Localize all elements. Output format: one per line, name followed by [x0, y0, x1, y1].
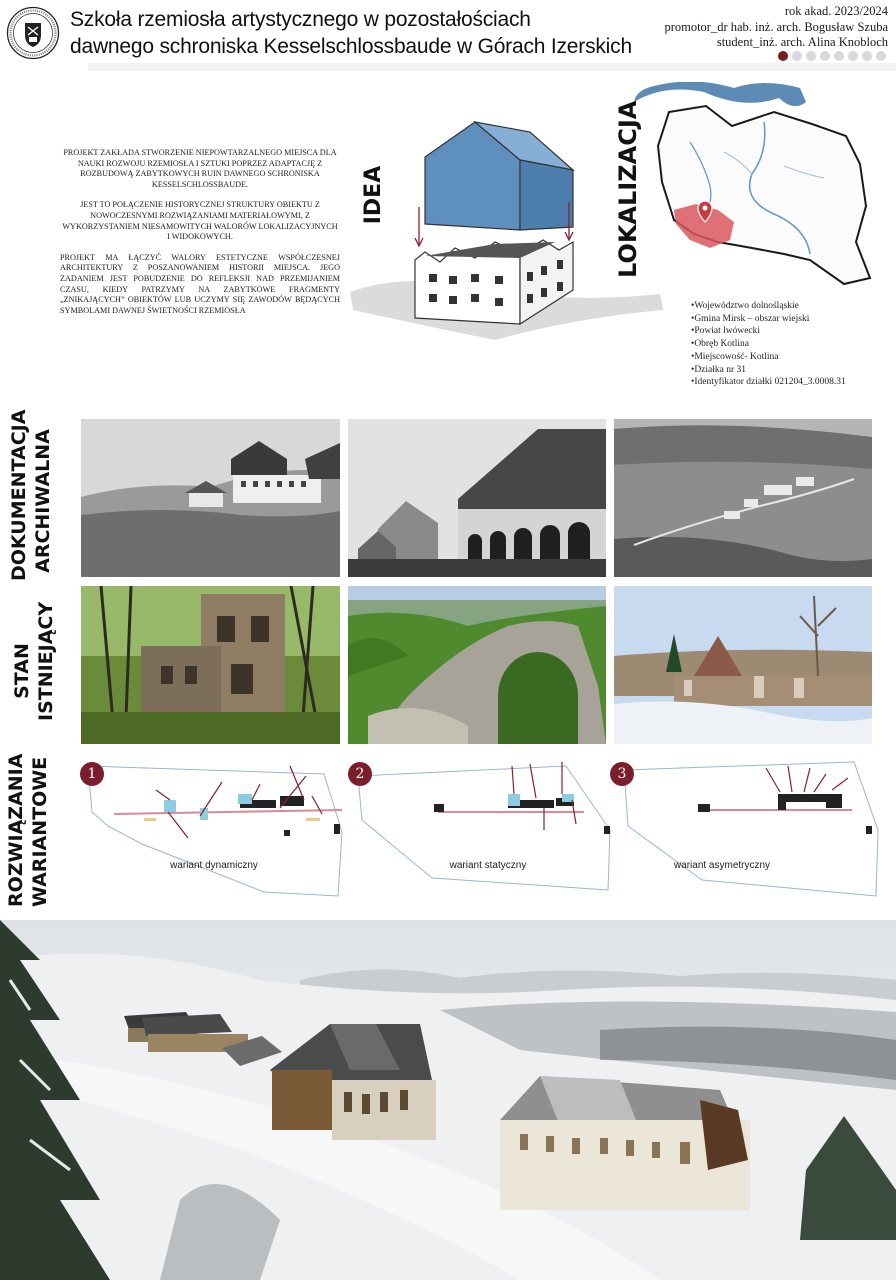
fact-item: •Gmina Mirsk – obszar wiejski: [691, 313, 810, 324]
page-dot[interactable]: [806, 51, 816, 61]
heading-archive-documentation: DOKUMENTACJA ARCHIWALNA: [8, 409, 54, 581]
page-dot[interactable]: [834, 51, 844, 61]
poster-title: [70, 6, 630, 60]
variant-label: wariant statyczny: [449, 860, 527, 871]
page-dot[interactable]: [862, 51, 872, 61]
variant-1-dynamic: [80, 760, 350, 900]
fact-item: •Obręb Kotlina: [691, 339, 749, 350]
description-paragraph-1: PROJEKT ZAKŁADA STWORZENIE NIEPOWTARZALNEGO MIEJSCA DLA NAUKI ROZWOJU RZEMIOSŁA I SZTUKI POPRZEZ ADAPTACJĘ Z ROZBUDOWĄ ZABYTKOWYCH RUIN DAWNEGO SCHRONISKA KESSELSCHLOSSBAUDE.: [63, 148, 337, 189]
photo-ruin-in-forest: [81, 586, 340, 744]
description-paragraph-3: PROJEKT MA ŁĄCZYĆ WALORY ESTETYCZNE WSPÓŁCZESNEJ ARCHITEKTURY Z POSZANOWANIEM HISTORII MIEJSCA. JEGO ZADANIEM JEST POBUDZENIE DO REFLEKSJI NAD PRZEMIJANIEM CZASU, KIEDY PATRZYMY NA ZABYTKOWE FRAGMENTY „ZNIKAJĄCYCH” OBIEKTÓW LUB UCZYMY SIĘ ZAWODÓW BĘDĄCYCH SYMBOLAMI DAWNEJ ŚWIETNOŚCI RZEMIOSŁA: [60, 252, 340, 315]
heading-variant-solutions: ROZWIĄZANIA WARIANTOWE: [5, 753, 51, 907]
page-dot[interactable]: [876, 51, 886, 61]
fact-item: •Miejscowość- Kotlina: [691, 351, 779, 362]
author-info: [664, 4, 888, 51]
variant-number-badge: 3: [610, 762, 634, 786]
header-divider: [88, 63, 896, 71]
variant-label: wariant asymetryczny: [673, 860, 771, 871]
title-line-2: dawnego schroniska Kesselschlossbaude w Górach Izerskich: [70, 35, 632, 58]
page-dot-active[interactable]: [778, 51, 788, 61]
variant-number-badge: 2: [348, 762, 372, 786]
page-dot[interactable]: [848, 51, 858, 61]
page-indicator: [778, 51, 886, 61]
fact-item: •Identyfikator działki 021204_3.0008.31: [691, 377, 846, 388]
fact-item: •Województwo dolnośląskie: [691, 301, 799, 311]
student-name: student_inż. arch. Alina Knobloch: [716, 35, 888, 49]
title-line-1: Szkoła rzemiosła artystycznego w pozostałościach: [70, 8, 531, 31]
promoter-name: promotor_dr hab. inż. arch. Bogusław Szuba: [664, 19, 888, 34]
project-description: [60, 148, 340, 326]
photo-stone-arch-ruin: [348, 586, 606, 744]
page-dot[interactable]: [820, 51, 830, 61]
academic-year: rok akad. 2023/2024: [784, 4, 888, 18]
heading-location: LOKALIZACJA: [614, 100, 642, 278]
location-facts-list: [691, 300, 846, 389]
photo-ruin-gable-winter: [614, 586, 872, 744]
variant-number-badge: 1: [80, 762, 104, 786]
archive-photo-aerial-valley: [614, 419, 872, 577]
fact-item: •Powiat lwówecki: [691, 326, 761, 337]
poland-location-map: [634, 82, 874, 294]
page-dot[interactable]: [792, 51, 802, 61]
fact-item: •Działka nr 31: [691, 364, 747, 375]
winter-aerial-visualization: [0, 920, 896, 1280]
variant-label: wariant dynamiczny: [170, 860, 258, 871]
archive-photo-arcaded-building: [348, 419, 606, 577]
variant-2-static: [348, 760, 618, 900]
archive-photo-hillside-hostel: [81, 419, 340, 577]
heading-existing-state: STAN ISTNIEJĄCY: [11, 601, 57, 721]
description-paragraph-2: JEST TO POŁĄCZENIE HISTORYCZNEJ STRUKTURY OBIEKTU Z NOWOCZESNYMI ROZWIĄZANIAMI MATERIAŁOWYMI, Z WYKORZYSTANIEM NIESAMOWITYCH WALORÓW LOKALIZACYJNYCH I WIDOKOWYCH.: [62, 200, 338, 242]
variant-3-asymmetric: [610, 760, 880, 900]
heading-idea: IDEA: [361, 165, 386, 225]
academy-seal-logo: [6, 6, 60, 60]
